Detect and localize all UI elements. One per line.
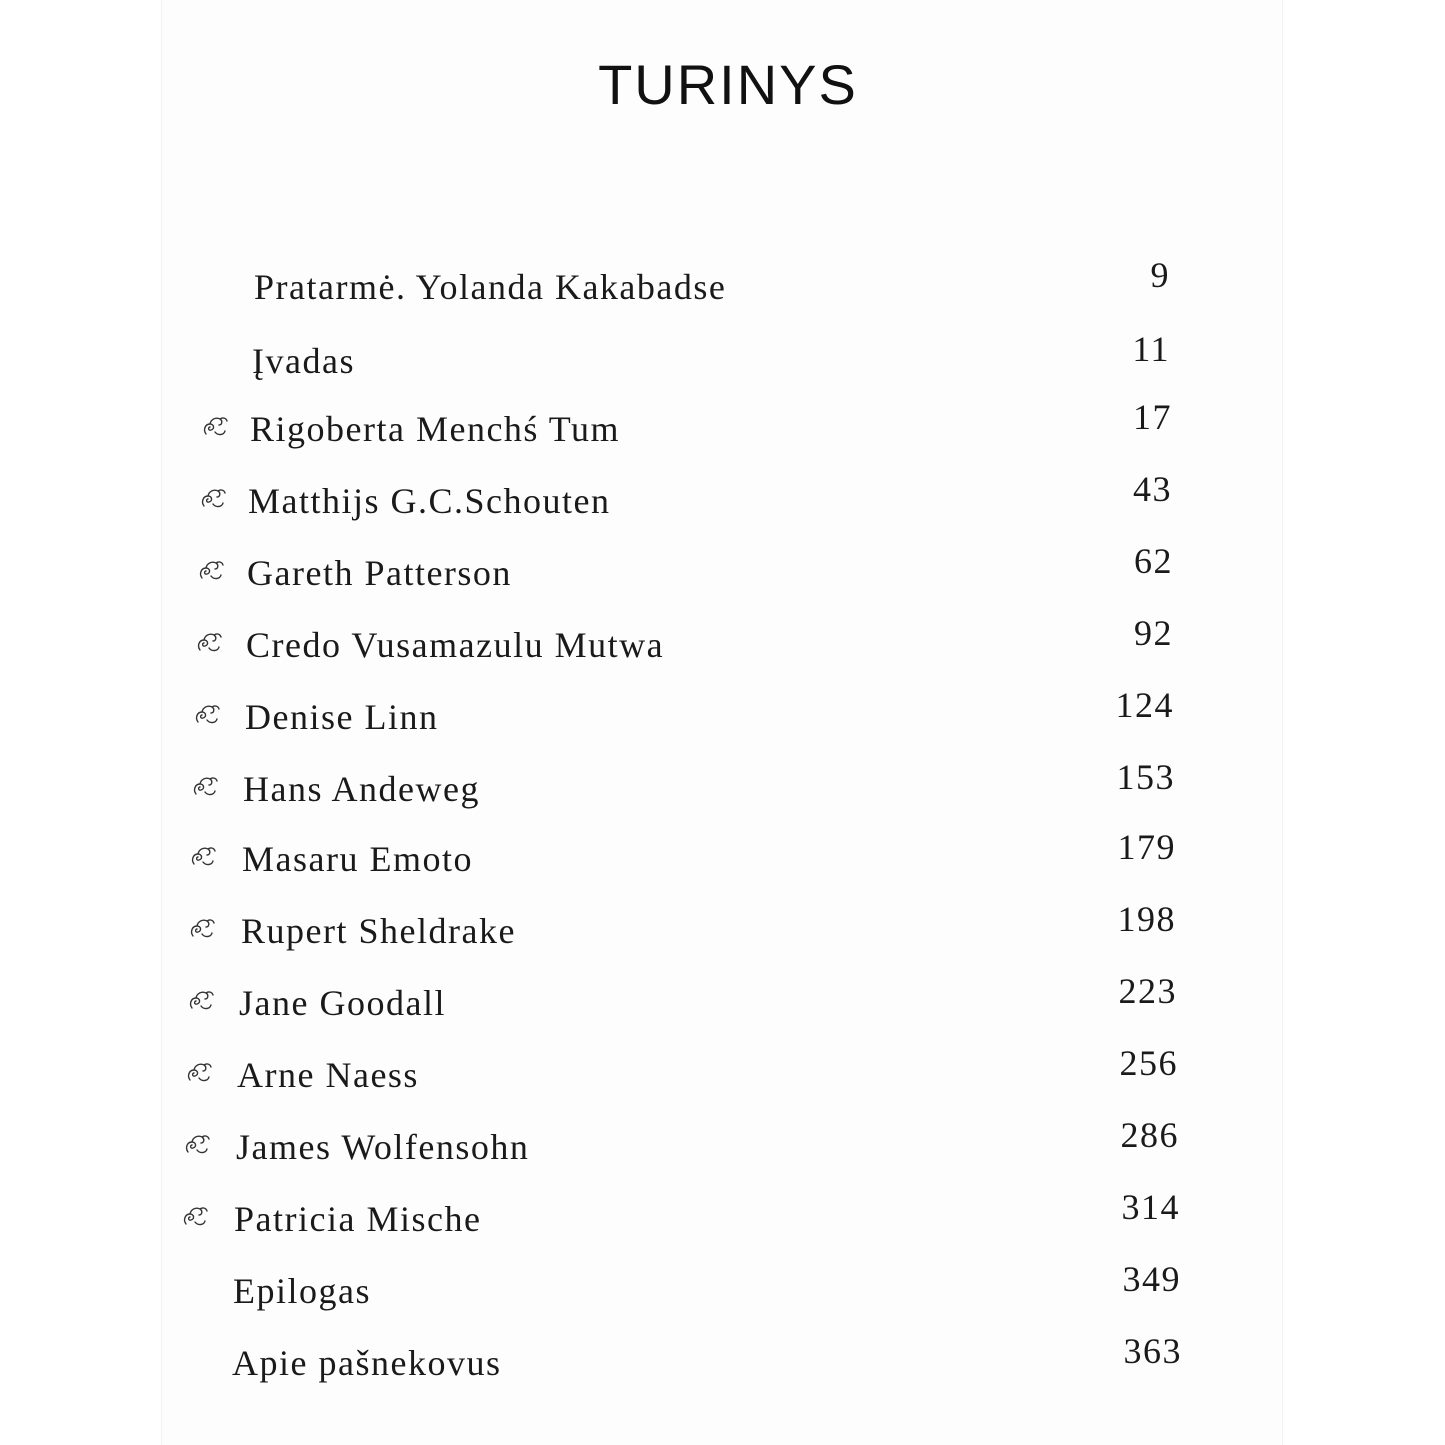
fleuron-icon [180,1202,210,1232]
toc-entry-label: Patricia Mische [234,1199,482,1239]
toc-entry-page-number: 43 [1133,469,1172,509]
toc-entry [162,757,1282,814]
toc-entry [162,827,1282,884]
toc-entry [162,899,1282,956]
toc-entry-page-number: 256 [1119,1043,1178,1083]
fleuron-icon [200,412,230,442]
toc-entry-page-number: 349 [1122,1259,1181,1299]
fleuron-icon [184,1058,214,1088]
fleuron-icon [198,484,228,514]
toc-entry [162,613,1282,670]
toc-entry-page-number: 223 [1118,971,1177,1011]
toc-entry [162,469,1282,526]
toc-entry [162,685,1282,742]
fleuron-icon [182,1130,212,1160]
toc-entry-label: Credo Vusamazulu Mutwa [246,625,665,665]
page-title: TURINYS [598,53,858,116]
toc-entry-label: Rigoberta Menchś Tum [250,409,621,449]
toc-entry-page-number: 179 [1117,827,1176,867]
toc-entry-page-number: 314 [1121,1187,1180,1227]
toc-entry-page-number: 124 [1115,685,1174,725]
toc-entry-label: Gareth Patterson [247,553,512,593]
toc-entry-label: Hans Andeweg [243,769,480,809]
toc-entry [162,1259,1282,1316]
toc-entry-page-number: 363 [1123,1331,1182,1371]
toc-entry-page-number: 153 [1116,757,1175,797]
toc-entry [162,397,1282,454]
book-page [162,0,1282,1445]
toc-entry-page-number: 286 [1120,1115,1179,1155]
toc-entry-page-number: 62 [1134,541,1173,581]
toc-entry-page-number: 17 [1133,397,1172,437]
toc-entry-label: Rupert Sheldrake [241,911,516,951]
table-of-contents [162,0,1282,1445]
fleuron-icon [190,772,220,802]
toc-entry [162,1187,1282,1244]
toc-entry-label: Jane Goodall [239,983,446,1023]
toc-entry-page-number: 92 [1134,613,1173,653]
toc-entry-page-number: 11 [1132,329,1170,369]
toc-entry-label: Įvadas [252,341,355,381]
toc-entry-label: Masaru Emoto [242,839,473,879]
toc-entry-label: James Wolfensohn [236,1127,530,1167]
toc-entry [162,541,1282,598]
toc-entry-label: Pratarmė. Yolanda Kakabadse [254,267,727,307]
toc-entry [162,971,1282,1028]
fleuron-icon [194,628,224,658]
toc-entry [162,329,1282,386]
toc-entry-label: Matthijs G.C.Schouten [248,481,611,521]
toc-entry-page-number: 198 [1117,899,1176,939]
toc-entry-label: Arne Naess [237,1055,419,1095]
toc-entry [162,1043,1282,1100]
toc-entry [162,255,1282,312]
fleuron-icon [196,556,226,586]
toc-entry-label: Denise Linn [245,697,439,737]
toc-entry [162,1331,1282,1388]
toc-entry [162,1115,1282,1172]
toc-entry-label: Epilogas [233,1271,371,1311]
toc-entry-page-number: 9 [1150,255,1170,295]
fleuron-icon [186,986,216,1016]
toc-entry-label: Apie pašnekovus [232,1343,502,1383]
fleuron-icon [187,914,217,944]
fleuron-icon [192,700,222,730]
fleuron-icon [188,842,218,872]
